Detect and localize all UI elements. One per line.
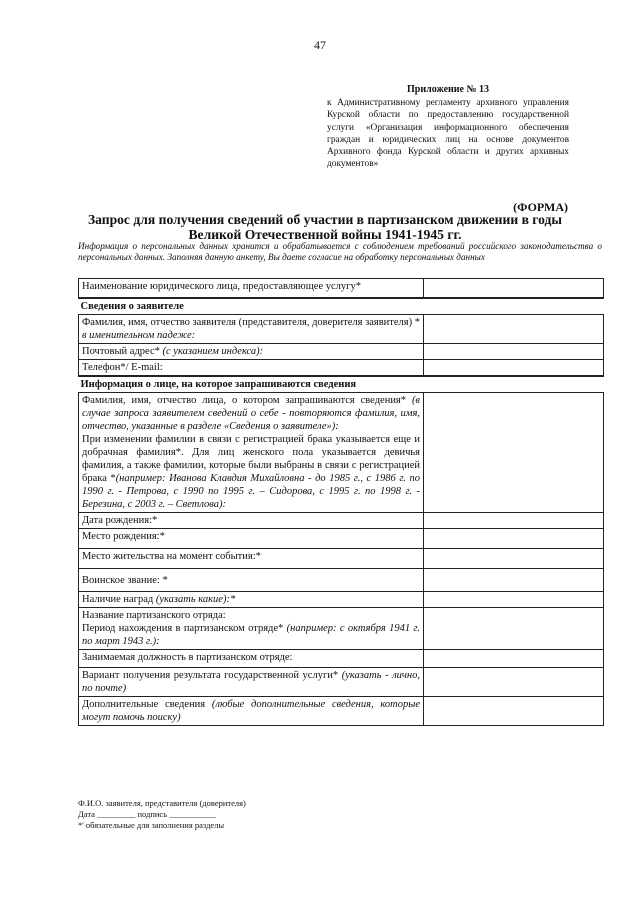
birth-date-label: Дата рождения:* (79, 513, 424, 529)
form-row-position (79, 650, 604, 668)
person-name-note: (в случае запроса заявителем сведений о себе - повторяются фамилия, имя, отчество, указанные в разделе «Сведения о заявителе»): (82, 395, 420, 432)
form-row-rank (79, 569, 604, 592)
birth-place-field[interactable] (424, 529, 604, 549)
privacy-notice: Информация о персональных данных хранится и обрабатывается с соблюдением требований российского законодательства о персональных данных. Заполняя данную анкету, Вы даете согласие на обработку персональных данных (78, 241, 602, 263)
person-name-example: (например: Иванова Клавдия Михайловна - до 1985 г., с 1986 г. по 1990 г. - Петрова, с 1990 по 1995 г. – Сидорова, с 1995 г. по 1998 г. - Березина, с 2003 г. – Светлова): (82, 473, 421, 510)
birth-place-label: Место рождения:* (79, 529, 424, 549)
section-applicant-heading: Сведения о заявителе (79, 298, 604, 315)
person-name-text: Фамилия, имя, отчество лица, о котором запрашиваются сведения* (82, 395, 407, 406)
document-title (60, 212, 590, 242)
form-row-birth-place (79, 529, 604, 549)
detachment-field[interactable] (424, 608, 604, 650)
residence-label: Место жительства на момент события:* (79, 549, 424, 569)
postal-field[interactable] (424, 344, 604, 360)
additional-note: (любые дополнительные сведения, которые могут помочь поиску) (82, 699, 420, 723)
position-field[interactable] (424, 650, 604, 668)
additional-label (79, 697, 424, 726)
signature-blank[interactable]: ___________ (169, 809, 216, 819)
appendix-text: к Административному регламенту архивного управления Курской области по предоставлению государственной услуги «Организация информационного обеспечения граждан и юридических лиц на основе документов Архивного фонда Курской области и других архивных документов» (327, 98, 569, 170)
form-row-org (79, 279, 604, 299)
rank-field[interactable] (424, 569, 604, 592)
required-fields-note: *' обязательные для заполнения разделы (78, 820, 225, 830)
date-blank[interactable]: _________ (97, 809, 136, 819)
applicant-name-label (79, 315, 424, 344)
detachment-label (79, 608, 424, 650)
postal-text: Почтовый адрес* (82, 346, 160, 357)
delivery-label (79, 668, 424, 697)
section-person-heading: Информация о лице, на которое запрашиваются сведения (79, 376, 604, 393)
birth-date-field[interactable] (424, 513, 604, 529)
awards-note: (указать какие):* (155, 594, 236, 605)
applicant-name-field[interactable] (424, 315, 604, 344)
appendix-heading: Приложение № 13 (406, 84, 490, 95)
phone-label: Телефон*/ E-mail: (79, 360, 424, 377)
title-line-2: Великой Отечественной войны 1941-1945 гг. (188, 227, 462, 242)
residence-field[interactable] (424, 549, 604, 569)
additional-text: Дополнительные сведения (82, 699, 206, 710)
postal-label (79, 344, 424, 360)
signature-block (78, 798, 246, 831)
form-row-birth-date (79, 513, 604, 529)
form-row-awards (79, 592, 604, 608)
date-signature-line (78, 809, 246, 820)
delivery-text: Вариант получения результата государственной услуги* (82, 670, 339, 681)
org-name-field[interactable] (424, 279, 604, 299)
form-row-phone (79, 360, 604, 377)
postal-note: (с указанием индекса): (162, 346, 264, 357)
form-row-postal (79, 344, 604, 360)
applicant-name-text: Фамилия, имя, отчество заявителя (представителя, доверителя заявителя) * (82, 317, 420, 328)
date-label: Дата (78, 809, 95, 819)
awards-text: Наличие наград (82, 594, 154, 605)
page-number: 47 (314, 38, 326, 52)
form-row-delivery (79, 668, 604, 697)
form-label: (ФОРМА) (513, 200, 568, 214)
title-line-1: Запрос для получения сведений об участии в партизанском движении в годы (87, 212, 563, 227)
phone-field[interactable] (424, 360, 604, 377)
person-name-label (79, 393, 424, 513)
org-name-label: Наименование юридического лица, предоставляющее услугу* (79, 279, 424, 299)
form-row-additional (79, 697, 604, 726)
person-name-change-text: При изменении фамилии в связи с регистрацией брака указывается еще и добрачная фамилия*. Для лиц женского пола указывается девичья фамилия, а также фамилии, которые были выбраны в связи с регистрацией брака * (82, 434, 420, 484)
signature-label: подпись (137, 809, 168, 819)
person-name-field[interactable] (424, 393, 604, 513)
awards-label (79, 592, 424, 608)
appendix-block (327, 84, 569, 170)
section-applicant-row (79, 298, 604, 315)
detachment-text: Название партизанского отряда: (82, 610, 226, 621)
additional-field[interactable] (424, 697, 604, 726)
form-row-residence (79, 549, 604, 569)
applicant-fio-line: Ф.И.О. заявителя, представителя (доверителя) (78, 798, 246, 808)
awards-field[interactable] (424, 592, 604, 608)
applicant-name-note: в именительном падеже: (82, 330, 196, 341)
request-form-table (78, 278, 604, 726)
form-row-person-name (79, 393, 604, 513)
delivery-field[interactable] (424, 668, 604, 697)
position-label: Занимаемая должность в партизанском отряде: (79, 650, 424, 668)
section-person-row (79, 376, 604, 393)
rank-label: Воинское звание: * (79, 569, 424, 592)
form-row-detachment (79, 608, 604, 650)
form-row-applicant-name (79, 315, 604, 344)
delivery-note: (указать - лично, по почте) (82, 670, 421, 694)
period-note: (например: с октября 1941 г. по март 1943 г.): (82, 623, 421, 647)
period-text: Период нахождения в партизанском отряде* (82, 623, 284, 634)
